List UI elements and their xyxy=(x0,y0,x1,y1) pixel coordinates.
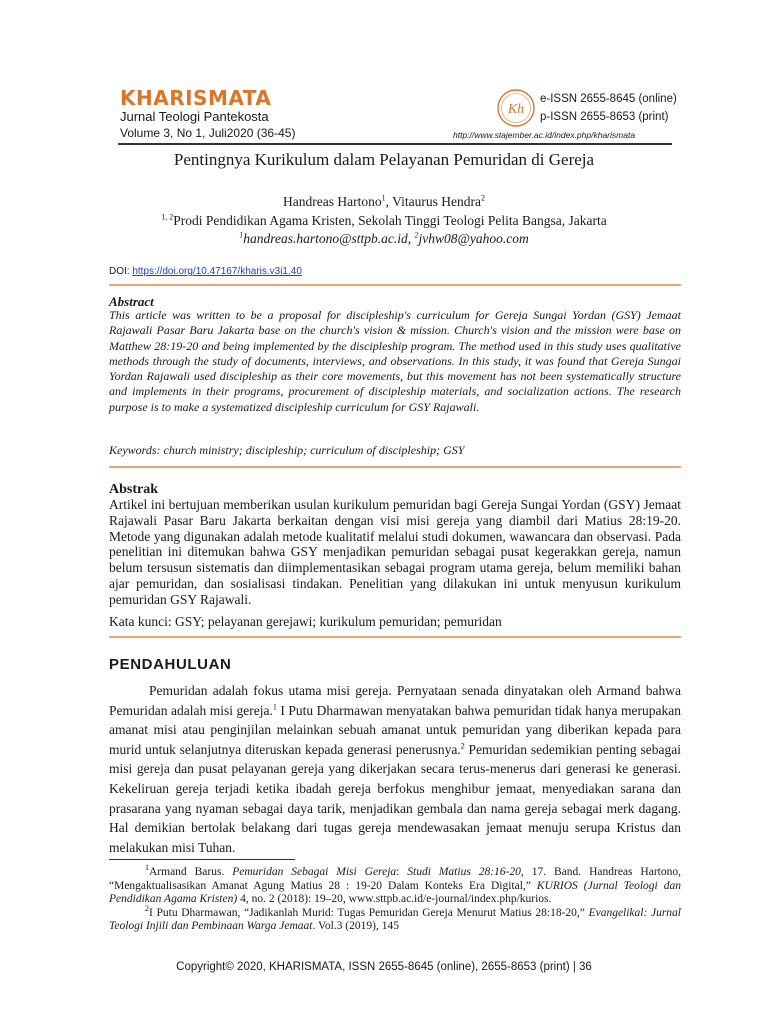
divider-middle xyxy=(109,466,681,468)
fn1-g: 4, no. 2 (2018): 19–20, www.sttpb.ac.id/e-journal/index.php/kurios. xyxy=(237,893,552,905)
footnote-2 xyxy=(109,903,682,934)
journal-logo-icon xyxy=(496,88,536,128)
footnote-1 xyxy=(109,863,681,907)
body-text-part-1: Pemuridan adalah fokus utama misi gereja. Pernyataan senada dinyatakan oleh Armand bahwa Pemuridan adalah misi gereja. xyxy=(109,683,681,718)
eissn: e-ISSN 2655-8645 (online) xyxy=(540,93,677,105)
journal-subtitle: Jurnal Teologi Pantekosta xyxy=(120,109,269,124)
email-2-sup: 2 xyxy=(414,230,419,240)
author-emails xyxy=(0,231,768,247)
footnotes xyxy=(109,863,682,934)
affiliation xyxy=(0,213,768,229)
footnote-1-num: 1 xyxy=(145,863,149,873)
fn1-a: Armand Barus. xyxy=(149,866,233,878)
footnote-ref-2[interactable]: 2 xyxy=(460,741,465,751)
author-1-sup: 1 xyxy=(381,193,386,203)
affiliation-text: Prodi Pendidikan Agama Kristen, Sekolah Tinggi Teologi Pelita Bangsa, Jakarta xyxy=(173,213,607,228)
footnote-ref-1[interactable]: 1 xyxy=(272,702,277,712)
email-1[interactable]: handreas.hartono@sttpb.ac.id, xyxy=(243,231,415,246)
logo-text: Kh xyxy=(507,102,525,117)
email-1-sup: 1 xyxy=(239,230,244,240)
fn1-e: , 17. Band. Handreas Hartono, “Mengaktualisasikan Amanat Agung Matius 28 : 19-20 Dalam Konteks Era Digital,” xyxy=(109,866,681,892)
author-separator: , xyxy=(385,194,393,209)
journal-url-link[interactable]: http://www.stajember.ac.id/index.php/kharismata xyxy=(453,130,636,140)
fn2-c: . Vol.3 (2019), 145 xyxy=(312,920,399,932)
keywords-en: Keywords: church ministry; discipleship; curriculum of discipleship; GSY xyxy=(109,443,465,457)
author-2-sup: 2 xyxy=(480,193,485,203)
fn2-b: Evangelikal: Jurnal Teologi Injili dan Pembinaan Warga Jemaat xyxy=(109,906,682,932)
doi-label: DOI: xyxy=(109,266,133,277)
doi-link[interactable]: https://doi.org/10.47167/kharis.v3i1.40 xyxy=(132,266,302,277)
authors xyxy=(0,194,768,210)
footnote-2-num: 2 xyxy=(145,903,149,913)
section-heading: PENDAHULUAN xyxy=(109,656,232,673)
doi-line xyxy=(109,266,302,277)
author-2: Vitaurus Hendra xyxy=(392,194,481,209)
abstract-heading: Abstract xyxy=(109,294,154,309)
journal-name: KHARISMATA xyxy=(120,86,272,110)
abstrak-text: Artikel ini bertujuan memberikan usulan kurikulum pemuridan bagi Gereja Sungai Yordan (GSY) Jemaat Rajawali Pasar Baru Jakarta berkaitan dengan visi misi gereja yang diambil dari Matius 28:19-20. Metode yang digunakan adalah metode kualitatif melalui studi dokumen, wawancara dan observasi. Pada penelitian ini ditemukan bahwa GSY menjadikan pemuridan sebagai pusat kegerakkan gereja, namun belum tersusun sistematis dan diimplementasikan sebagai program utama gereja, belum memiliki bahan ajar pemuridan, dan sosialisasi tindakan. Penelitian yang dilakukan ini untuk menyusun kurikulum pemuridan GSY Rajawali. xyxy=(109,497,681,607)
keywords-id: Kata kunci: GSY; pelayanan gerejawi; kurikulum pemuridan; pemuridan xyxy=(109,614,502,629)
volume-info: Volume 3, No 1, Juli2020 (36-45) xyxy=(120,126,296,140)
abstract-text: This article was written to be a proposal for discipleship's curriculum for Gereja Sungai Yordan (GSY) Jemaat Rajawali Pasar Baru Jakarta base on the church's vision & mission. Church's vision and the mission were base on Matthew 28:19-20 and being implemented by the discipleship program. The method used in this study uses qualitative methods through the study of documents, interviews, and observations. In this study, it was found that Gereja Sungai Yordan Rajawali used discipleship as their core movements, but this movement has not been systematically structure and implements in their programs, procurement of discipleship materials, and socialization actions. The research purpose is to make a systematized discipleship curriculum for GSY Rajawali. xyxy=(109,308,681,414)
fn1-b: Pemuridan Sebagai Misi Gereja xyxy=(232,866,397,878)
body-text-part-2: I Putu Dharmawan menyatakan bahwa pemuridan tidak hanya merupakan amanat misi atau penginjilan melainkan sebuah amanat untuk pemuridan yang diberikan kepada para murid untuk selanjutnya diteruskan kepada generasi penerusnya. xyxy=(109,702,681,757)
footnote-divider xyxy=(109,859,295,860)
page-footer: Copyright© 2020, KHARISMATA, ISSN 2655-8645 (online), 2655-8653 (print) | 36 xyxy=(176,961,592,973)
affiliation-sup: 1, 2 xyxy=(161,212,174,222)
fn2-a: I Putu Dharmawan, “Jadikanlah Murid: Tugas Pemuridan Gereja Menurut Matius 28:18-20,” xyxy=(149,906,589,919)
divider-top xyxy=(109,284,681,286)
fn1-f: KURIOS (Jurnal Teologi dan Pendidikan Agama Kristen) xyxy=(109,879,681,905)
body-text-part-3: Pemuridan sedemikian penting sebagai misi gereja dan pusat pelayanan gereja yang dikerjakan secara terus-menerus dari generasi ke generasi. Kekeliruan gereja terjadi ketika ibadah gereja berfokus menghibur jemaat, menyediakan sarana dan prasarana yang nyaman sebagai daya tarik, menjadikan gembala dan nama gereja sebagai merk dagang. Hal demikian bertolak belakang dari tugas gereja mendewasakan jemaat menuju serupa Kristus dan melakukan misi Tuhan. xyxy=(109,741,681,855)
body-paragraph xyxy=(109,681,681,857)
header-divider xyxy=(118,143,672,145)
divider-bottom xyxy=(109,636,681,638)
author-1: Handreas Hartono xyxy=(283,194,382,209)
fn1-d: Studi Matius 28:16-20 xyxy=(407,866,521,878)
article-title: Pentingnya Kurikulum dalam Pelayanan Pemuridan di Gereja xyxy=(173,150,595,169)
email-2[interactable]: jvhw08@yahoo.com xyxy=(418,231,529,246)
abstrak-heading: Abstrak xyxy=(109,482,159,497)
fn1-c: : xyxy=(396,866,408,878)
pissn: p-ISSN 2655-8653 (print) xyxy=(540,111,669,123)
